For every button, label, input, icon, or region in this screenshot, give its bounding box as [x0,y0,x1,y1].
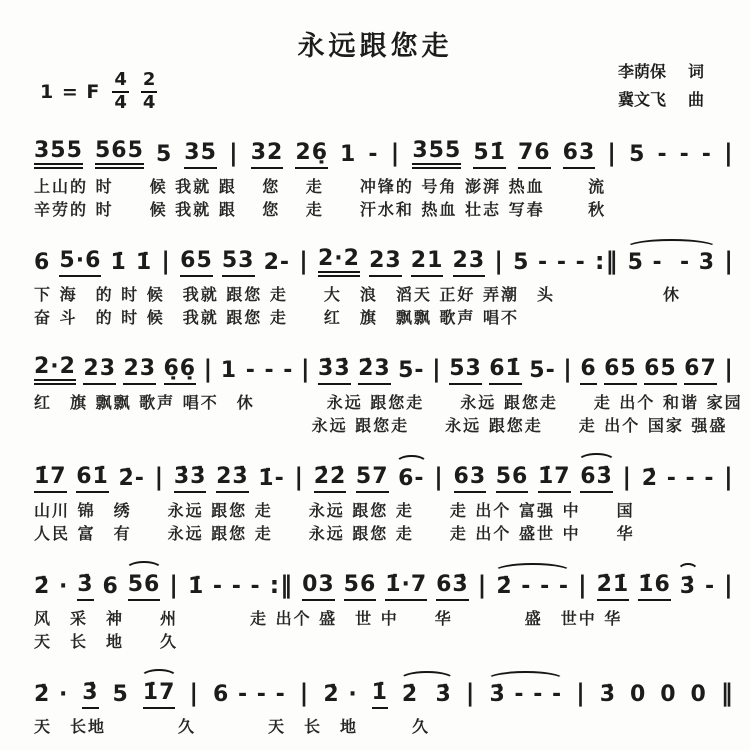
notation-line [34,449,734,493]
note-group: 1̇ [135,250,153,275]
note-group: 5 [629,142,646,167]
barline: | [390,139,401,167]
note-group: 355 [412,140,461,169]
note-group: 5- [398,358,425,383]
note-group: 21 [411,250,444,277]
note-group: 0 [690,682,707,707]
note-group: 53 [449,358,482,385]
note-group: 2- [263,250,291,275]
barline: | [299,247,309,275]
note-group: 2̇ · [34,682,69,707]
note-group: 35 [184,142,217,169]
notation-line [34,665,734,709]
music-system-6 [34,665,734,738]
notation-line [34,125,734,169]
lyrics-line-2: 永远 跟您走 永远 跟您走 走 出个 国家 强盛 [34,416,728,435]
lyrics-line-1: 天 长地 久 天 长 地 久 [34,717,431,736]
composer-name: 冀文飞 [617,90,666,109]
note-group: 3̇3̇ [318,358,351,385]
barline: | [189,679,200,707]
note-group: 51̇ [473,142,506,169]
lyrics-line-2: 人民 富 有 永远 跟您 走 永远 跟您 走 走 出个 盛世 中 华 [34,524,635,543]
barline: :‖ [594,247,619,275]
barline: | [161,247,172,275]
note-group: 2̇3 [358,358,391,385]
note-group: 5·6 [59,250,101,277]
barline: | [577,571,588,599]
note-group: 23 [369,250,402,277]
note-group: 0 [660,682,677,707]
note-group: 3̇ [82,682,98,709]
barline: | [724,247,734,275]
note-group: 5 - - 3 [627,250,716,275]
notation-line [34,557,734,601]
song-title: 永远跟您走 [297,31,453,62]
note-group: 26̣ [295,142,328,169]
barline: | [724,463,734,491]
barline: | [563,355,573,383]
note-group: 355 [34,140,83,169]
note-group: 2̇ - - - [496,574,570,599]
note-group: 1̇ - - - [187,574,261,599]
lyricist-name: 李荫保 [617,62,666,81]
barline: | [169,571,180,599]
barline: | [228,139,239,167]
note-group: 61̇ [76,466,109,493]
barline: | [724,355,734,383]
barline: | [622,463,633,491]
barline: | [465,679,476,707]
note-group: - [368,142,379,167]
barline: :‖ [269,571,294,599]
note-group: 3̇ - - - [489,682,563,707]
key-signature: 1 = F [40,81,101,103]
time-signature-2-4 [141,71,158,113]
composer-credit [618,86,704,114]
barline: | [203,355,214,383]
note-group: 56 [344,574,377,601]
note-group: 23̇ [216,466,249,493]
note-group: 3̇ [679,574,697,599]
note-group: 2̇ · [323,682,358,707]
note-group: 1̇·7 [385,574,427,601]
time-signature-denominator: 4 [114,92,127,113]
note-group: 23 [83,358,116,385]
note-group: 1̇ [372,682,388,709]
note-group: 23 [123,358,156,385]
note-group: 3̇ [77,574,93,601]
barline: | [576,679,586,707]
note-group: 1̇7 [143,682,176,709]
note-group: 6 [34,250,51,275]
barline: | [299,679,310,707]
note-group: 2·2 [34,356,76,385]
note-group: 6 [580,358,596,385]
note-group: 2̇- [118,466,145,491]
note-group: 6̣6̣ [164,358,197,385]
note-group: - [679,142,690,167]
note-group: 63 [563,142,596,169]
note-group: 5- [529,358,556,383]
note-group: 23 [453,250,486,277]
barline: | [723,139,734,167]
note-group: 565 [95,140,144,169]
notation-line [34,233,734,277]
barline: ‖ [720,679,734,707]
notation-line [34,341,734,385]
lyrics-line-1: 下 海 的 时 候 我就 跟您 走 大 浪 滔天 正好 弄潮 头 休 [34,285,681,304]
note-group: 2̇ - - - [641,466,715,491]
time-signature-4-4 [112,71,129,113]
note-group: 6 [102,574,119,599]
note-group: 65 [644,358,677,385]
lyrics-line-2: 天 长 地 久 [34,632,179,651]
note-group: 0 [630,682,647,707]
note-group: 61̇ [489,358,522,385]
barline: | [477,571,488,599]
barline: | [432,355,442,383]
note-group: 1̇- [258,466,285,491]
barline: | [434,463,444,491]
time-signature-denominator: 4 [142,92,156,113]
lyricist-credit [618,58,704,86]
note-group: 1 [340,142,357,167]
note-group: 56 [128,574,161,601]
note-group: 67 [684,358,717,385]
music-system-2 [34,233,734,329]
barline: | [294,463,305,491]
note-group: 5 - - - [513,250,586,275]
music-system-1 [34,125,734,221]
note-group: - [657,142,668,167]
note-group: 6 - - - [213,682,286,707]
note-group: - [701,142,712,167]
note-group: 63̇ [436,574,469,601]
note-group: 1 - - - [220,358,294,383]
note-group: 57 [356,466,389,493]
lyricist-role: 词 [687,62,704,81]
note-group: 53 [222,250,255,277]
composer-role: 曲 [687,90,704,109]
note-group: 2·2 [318,248,360,277]
music-system-5 [34,557,734,653]
note-group: 6- [398,466,425,491]
barline: | [300,355,311,383]
note-group: 2̇1̇ [597,574,630,601]
note-group: 56 [496,466,529,493]
note-group: 65 [604,358,637,385]
music-system-3 [34,341,743,437]
credits-block [618,58,704,114]
time-signature-numerator: 2 [141,71,158,93]
note-group: - [704,574,716,599]
note-group: 5 [112,682,129,707]
barline: | [607,139,618,167]
note-group: 5 [155,142,173,167]
barline: | [154,463,165,491]
lyrics-line-2: 奋 斗 的 时 候 我就 跟您 走 红 旗 飘飘 歌声 唱不 [34,308,519,327]
note-group: 1̇6 [638,574,671,601]
lyrics-line-1: 上山的 时 候 我就 跟 您 走 冲锋的 号角 澎湃 热血 流 [34,177,607,196]
note-group: 65 [180,250,213,277]
barline: | [724,571,734,599]
lyrics-line-1: 山川 锦 绣 永远 跟您 走 永远 跟您 走 走 出个 富强 中 国 [34,501,635,520]
note-group: 03 [302,574,335,601]
note-group: 3̇3̇ [174,466,207,493]
note-group: 76 [518,142,551,169]
music-system-4 [34,449,734,545]
note-group: 2̇ · [34,574,69,599]
note-group: 1̇7 [538,466,571,493]
lyrics-line-1: 红 旗 飘飘 歌声 唱不 休 永远 跟您走 永远 跟您走 走 出个 和谐 家园 [34,393,743,412]
score-body [0,125,750,738]
note-group: 2̇ 3̇ [401,682,452,707]
note-group: 2̇2̇ [314,466,347,493]
note-group: 3̇ [599,682,617,707]
note-group: 63 [454,466,487,493]
note-group: 32 [251,142,284,169]
time-signature-numerator: 4 [112,71,129,93]
lyrics-line-2: 辛劳的 时 候 我就 跟 您 走 汗水和 热血 壮志 写春 秋 [34,200,607,219]
note-group: 1̇ [110,250,127,275]
barline: | [494,247,504,275]
note-group: 1̇7 [34,466,67,493]
note-group: 63̇ [580,466,613,493]
lyrics-line-1: 风 采 神 州 走 出个 盛 世 中 华 盛 世中 华 [34,609,623,628]
